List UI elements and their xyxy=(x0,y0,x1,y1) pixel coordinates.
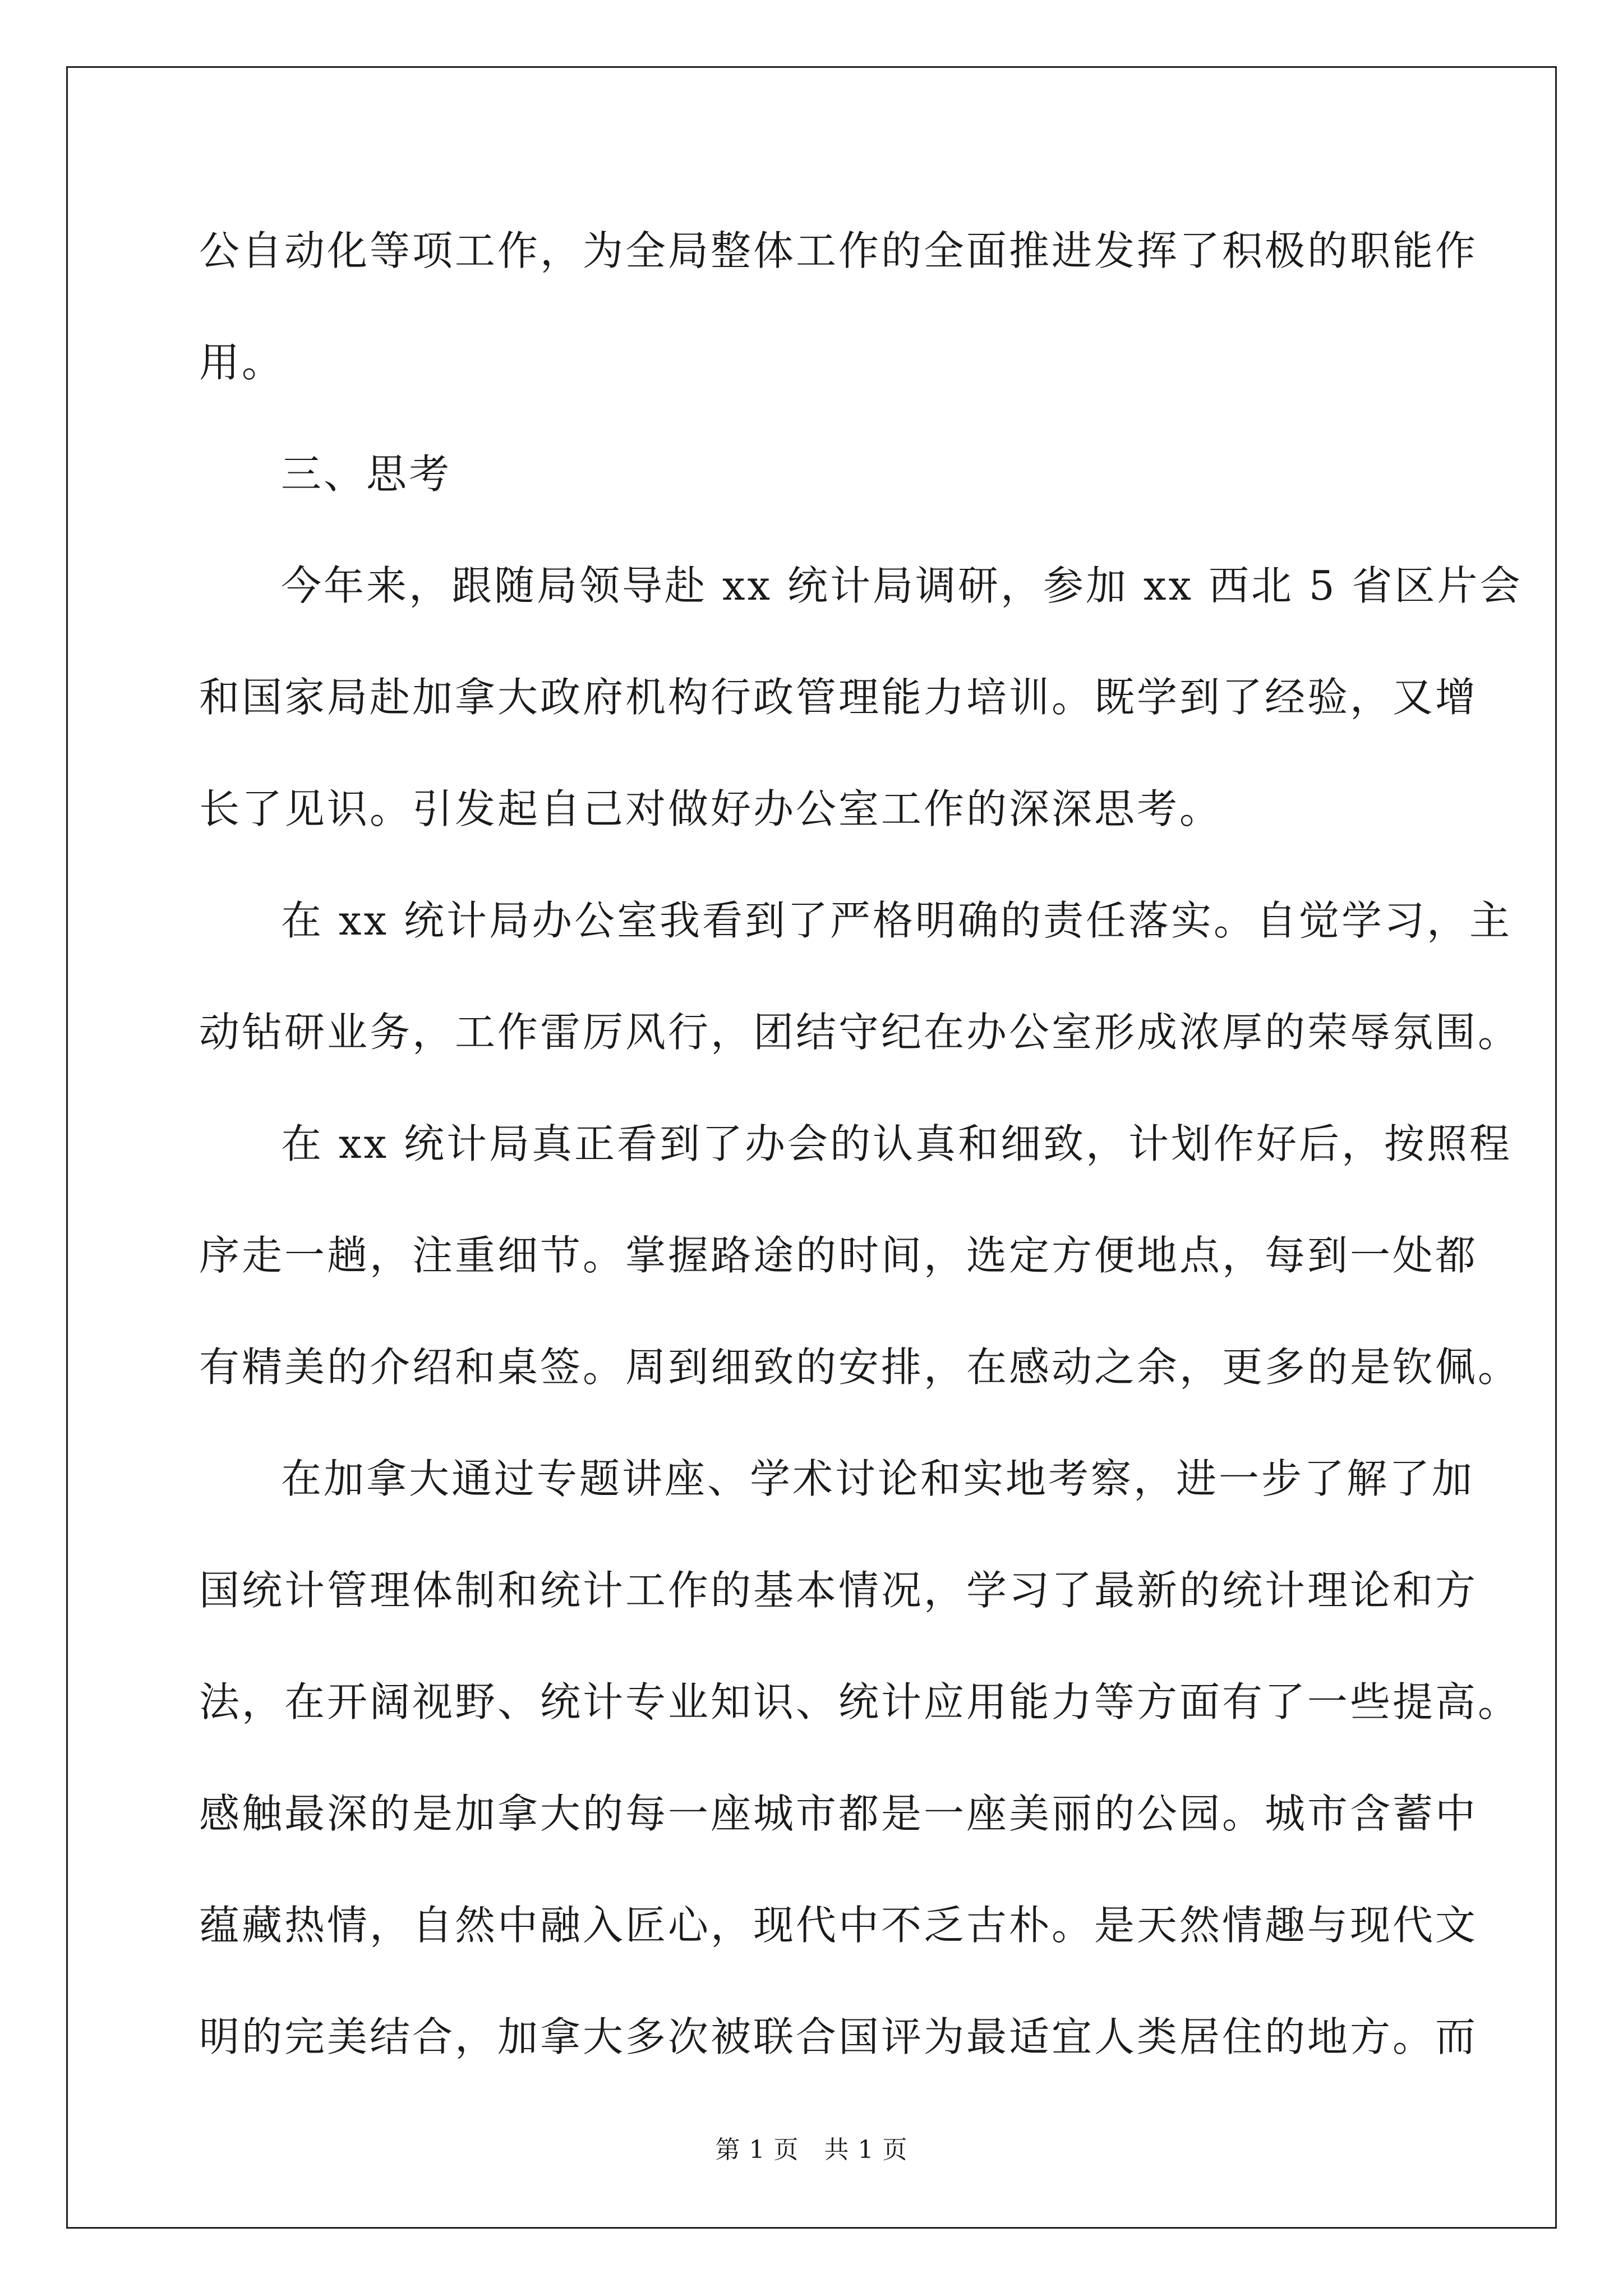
text-line: 蕴藏热情，自然中融入匠心，现代中不乏古朴。是天然情趣与现代文 xyxy=(199,1902,1478,1949)
text-line: 有精美的介绍和桌签。周到细致的安排，在感动之余，更多的是钦佩。 xyxy=(199,1343,1521,1391)
page-number-footer: 第 1 页 共 1 页 xyxy=(715,2136,908,2164)
text-line: 感触最深的是加拿大的每一座城市都是一座美丽的公园。城市含蓄中 xyxy=(199,1790,1478,1837)
text-line: 用。 xyxy=(199,339,285,386)
text-line: 和国家局赴加拿大政府机构行政管理能力培训。既学到了经验，又增 xyxy=(199,674,1478,721)
text-line: 在加拿大通过专题讲座、学术讨论和实地考察，进一步了解了加 xyxy=(281,1455,1475,1502)
text-line: 法，在开阔视野、统计专业知识、统计应用能力等方面有了一些提高。 xyxy=(199,1678,1521,1726)
text-line: 国统计管理体制和统计工作的基本情况，学习了最新的统计理论和方 xyxy=(199,1567,1478,1614)
document-body xyxy=(199,220,1523,2118)
text-line: 公自动化等项工作，为全局整体工作的全面推进发挥了积极的职能作 xyxy=(199,227,1478,274)
text-line: 在 xx 统计局办公室我看到了严格明确的责任落实。自觉学习，主 xyxy=(281,897,1512,944)
text-line: 今年来，跟随局领导赴 xx 统计局调研，参加 xx 西北 5 省区片会 xyxy=(281,562,1523,609)
text-line: 长了见识。引发起自己对做好办公室工作的深深思考。 xyxy=(199,785,1223,832)
section-heading: 三、思考 xyxy=(281,450,452,498)
text-line: 在 xx 统计局真正看到了办会的认真和细致，计划作好后，按照程 xyxy=(281,1120,1512,1167)
text-line: 序走一趟，注重细节。掌握路途的时间，选定方便地点，每到一处都 xyxy=(199,1232,1478,1279)
text-line: 动钻研业务，工作雷厉风行，团结守纪在办公室形成浓厚的荣辱氛围。 xyxy=(199,1009,1521,1056)
text-line: 明的完美结合，加拿大多次被联合国评为最适宜人类居住的地方。而 xyxy=(199,2013,1478,2060)
